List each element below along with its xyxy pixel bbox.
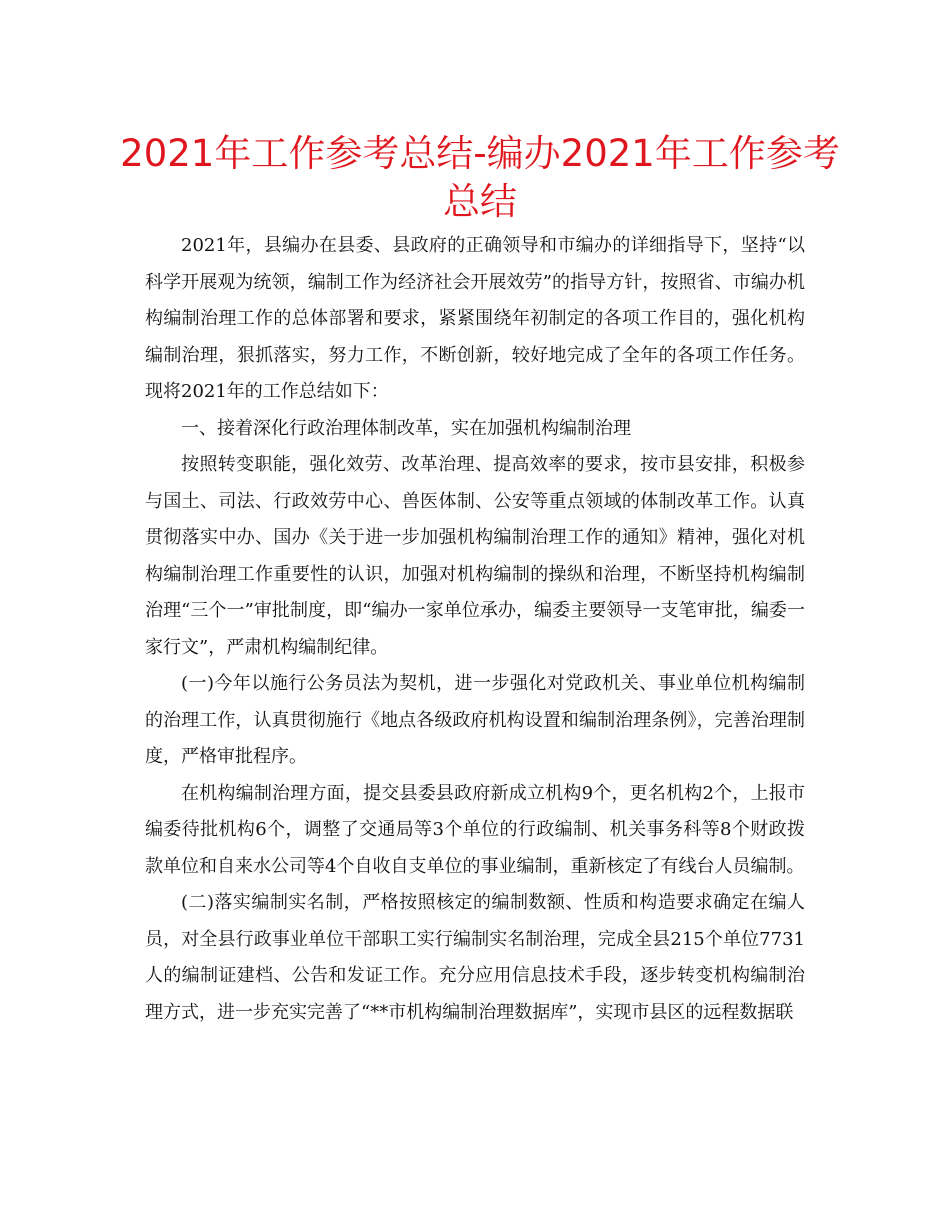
document-title: 2021年工作参考总结-编办2021年工作参考总结 xyxy=(120,132,840,223)
paragraph-subsection-1: (一)今年以施行公务员法为契机，进一步强化对党政机关、事业单位机构编制的治理工作，认真贯彻施行《地点各级政府机构设置和编制治理条例》，完善治理制度，严格审批程序。 xyxy=(145,673,805,767)
paragraph-subsection-2: (二)落实编制实名制，严格按照核定的编制数额、性质和构造要求确定在编人员，对全县行政事业单位干部职工实行编制实名制治理，完成全县215个单位7731人的编制证建档、公告和发证工作。充分应用信息技术手段，逐步转变机构编制治理方式，进一步充实完善了“**市机构编制治理数据库”，实现市县区的远程数据联 xyxy=(145,892,805,1023)
paragraph-reform: 按照转变职能，强化效劳、改革治理、提高效率的要求，按市县安排，积极参与国土、司法、行政效劳中心、兽医体制、公安等重点领域的体制改革工作。认真贯彻落实中办、国办《关于进一步加强机构编制治理工作的通知》精神，强化对机构编制治理工作重要性的认识，加强对机构编制的操纵和治理，不断坚持机构编制治理“三个一”审批制度，即“编办一家单位承办，编委主要领导一支笔审批，编委一家行文”，严肃机构编制纪律。 xyxy=(145,454,805,658)
section-heading-1: 一、接着深化行政治理体制改革，实在加强机构编制治理 xyxy=(181,417,631,439)
document-body xyxy=(145,228,805,1031)
paragraph-organization-management: 在机构编制治理方面，提交县委县政府新成立机构9个，更名机构2个，上报市编委待批机构6个，调整了交通局等3个单位的行政编制、机关事务科等8个财政拨款单位和自来水公司等4个自收自支单位的事业编制，重新核定了有线台人员编制。 xyxy=(145,782,805,877)
paragraph-intro: 2021年，县编办在县委、县政府的正确领导和市编办的详细指导下，坚持“以科学开展观为统领，编制工作为经济社会开展效劳”的指导方针，按照省、市编办机构编制治理工作的总体部署和要求，紧紧围绕年初制定的各项工作目的，强化机构编制治理，狠抓落实，努力工作，不断创新，较好地完成了全年的各项工作任务。现将2021年的工作总结如下： xyxy=(145,235,805,402)
